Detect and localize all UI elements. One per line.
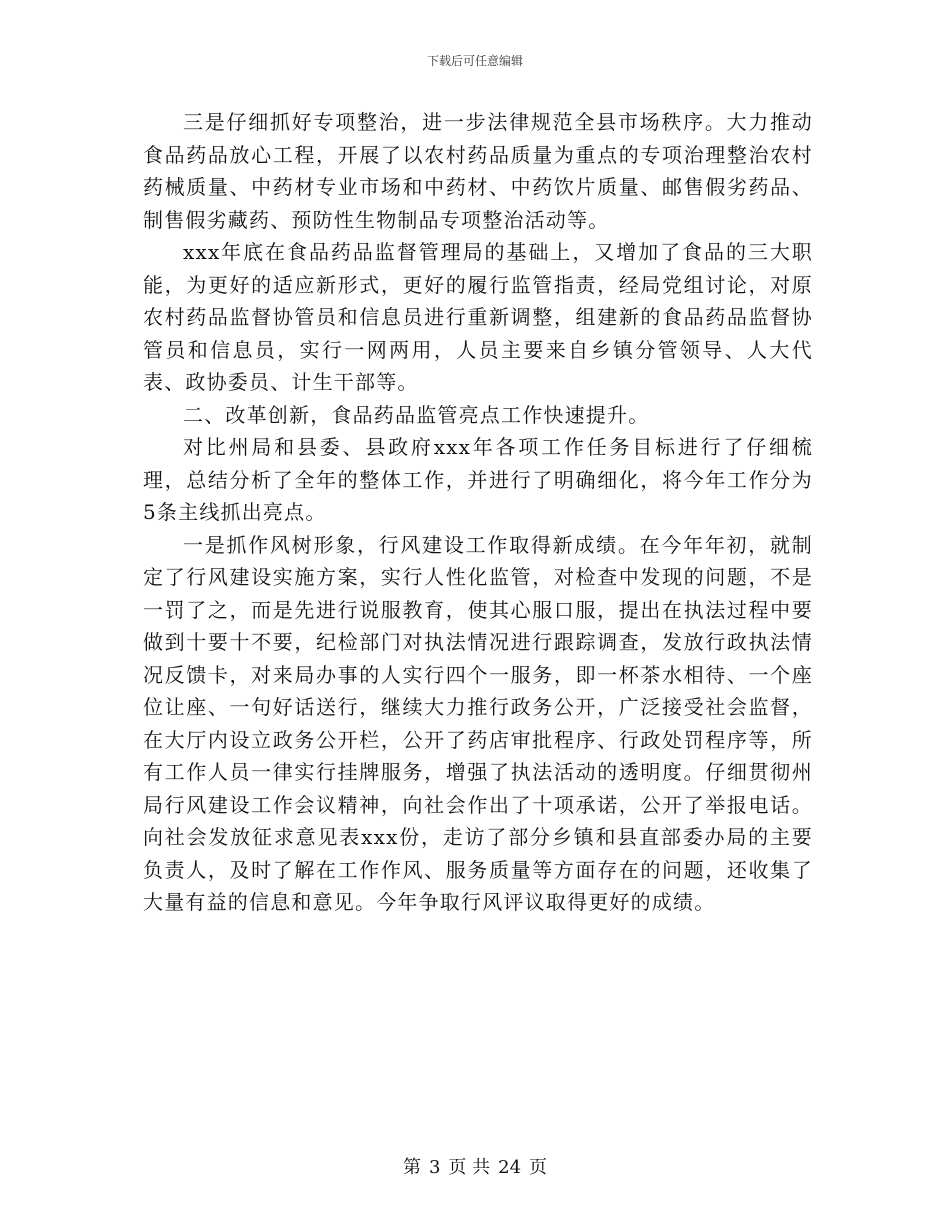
- paragraph-supervisor-adjustment: xxx年底在食品药品监督管理局的基础上，又增加了食品的三大职能，为更好的适应新形式，更好的履行监管指责，经局党组讨论，对原农村药品监督协管员和信息员进行重新调整，组建新的食品药品监督协管员和信息员，实行一网两用，人员主要来自乡镇分管领导、人大代表、政协委员、计生干部等。: [143, 240, 813, 394]
- page-footer: [0, 1153, 950, 1179]
- document-body: [143, 106, 813, 919]
- paragraph-work-style-building: 一是抓作风树形象，行风建设工作取得新成绩。在今年年初，就制定了行风建设实施方案，实行人性化监管，对检查中发现的问题，不是一罚了之，而是先进行说服教育，使其心服口服，提出在执法过程中要做到十要十不要，纪检部门对执法情况进行跟踪调查，发放行政执法情况反馈卡，对来局办事的人实行四个一服务，即一杯茶水相待、一个座位让座、一句好话送行，继续大力推行政务公开，广泛接受社会监督，在大厅内设立政务公开栏，公开了药店审批程序、行政处罚程序等，所有工作人员一律实行挂牌服务，增强了执法活动的透明度。仔细贯彻州局行风建设工作会议精神，向社会作出了十项承诺，公开了举报电话。向社会发放征求意见表xxx份，走访了部分乡镇和县直部委办局的主要负责人，及时了解在工作作风、服务质量等方面存在的问题，还收集了大量有益的信息和意见。今年争取行风评议取得更好的成绩。: [143, 532, 813, 914]
- footer-prefix: 第: [402, 1157, 421, 1178]
- paragraph-special-rectification: 三是仔细抓好专项整治，进一步法律规范全县市场秩序。大力推动食品药品放心工程，开展了以农村药品质量为重点的专项治理整治农村药械质量、中药材专业市场和中药材、中药饮片质量、邮售假劣药品、制售假劣藏药、预防性生物制品专项整治活动等。: [143, 110, 813, 232]
- footer-suffix: 页: [529, 1157, 548, 1178]
- section-heading-reform-innovation: 二、改革创新，食品药品监管亮点工作快速提升。: [183, 402, 650, 427]
- footer-current-page: 3: [428, 1157, 441, 1178]
- footer-middle: 页 共: [448, 1157, 491, 1178]
- paragraph-work-targets: 对比州局和县委、县政府xxx年各项工作任务目标进行了仔细梳理，总结分析了全年的整体工作，并进行了明确细化，将今年工作分为5条主线抓出亮点。: [143, 435, 813, 524]
- page-header-note: 下载后可任意编辑: [426, 54, 523, 68]
- footer-total-pages: 24: [498, 1157, 522, 1178]
